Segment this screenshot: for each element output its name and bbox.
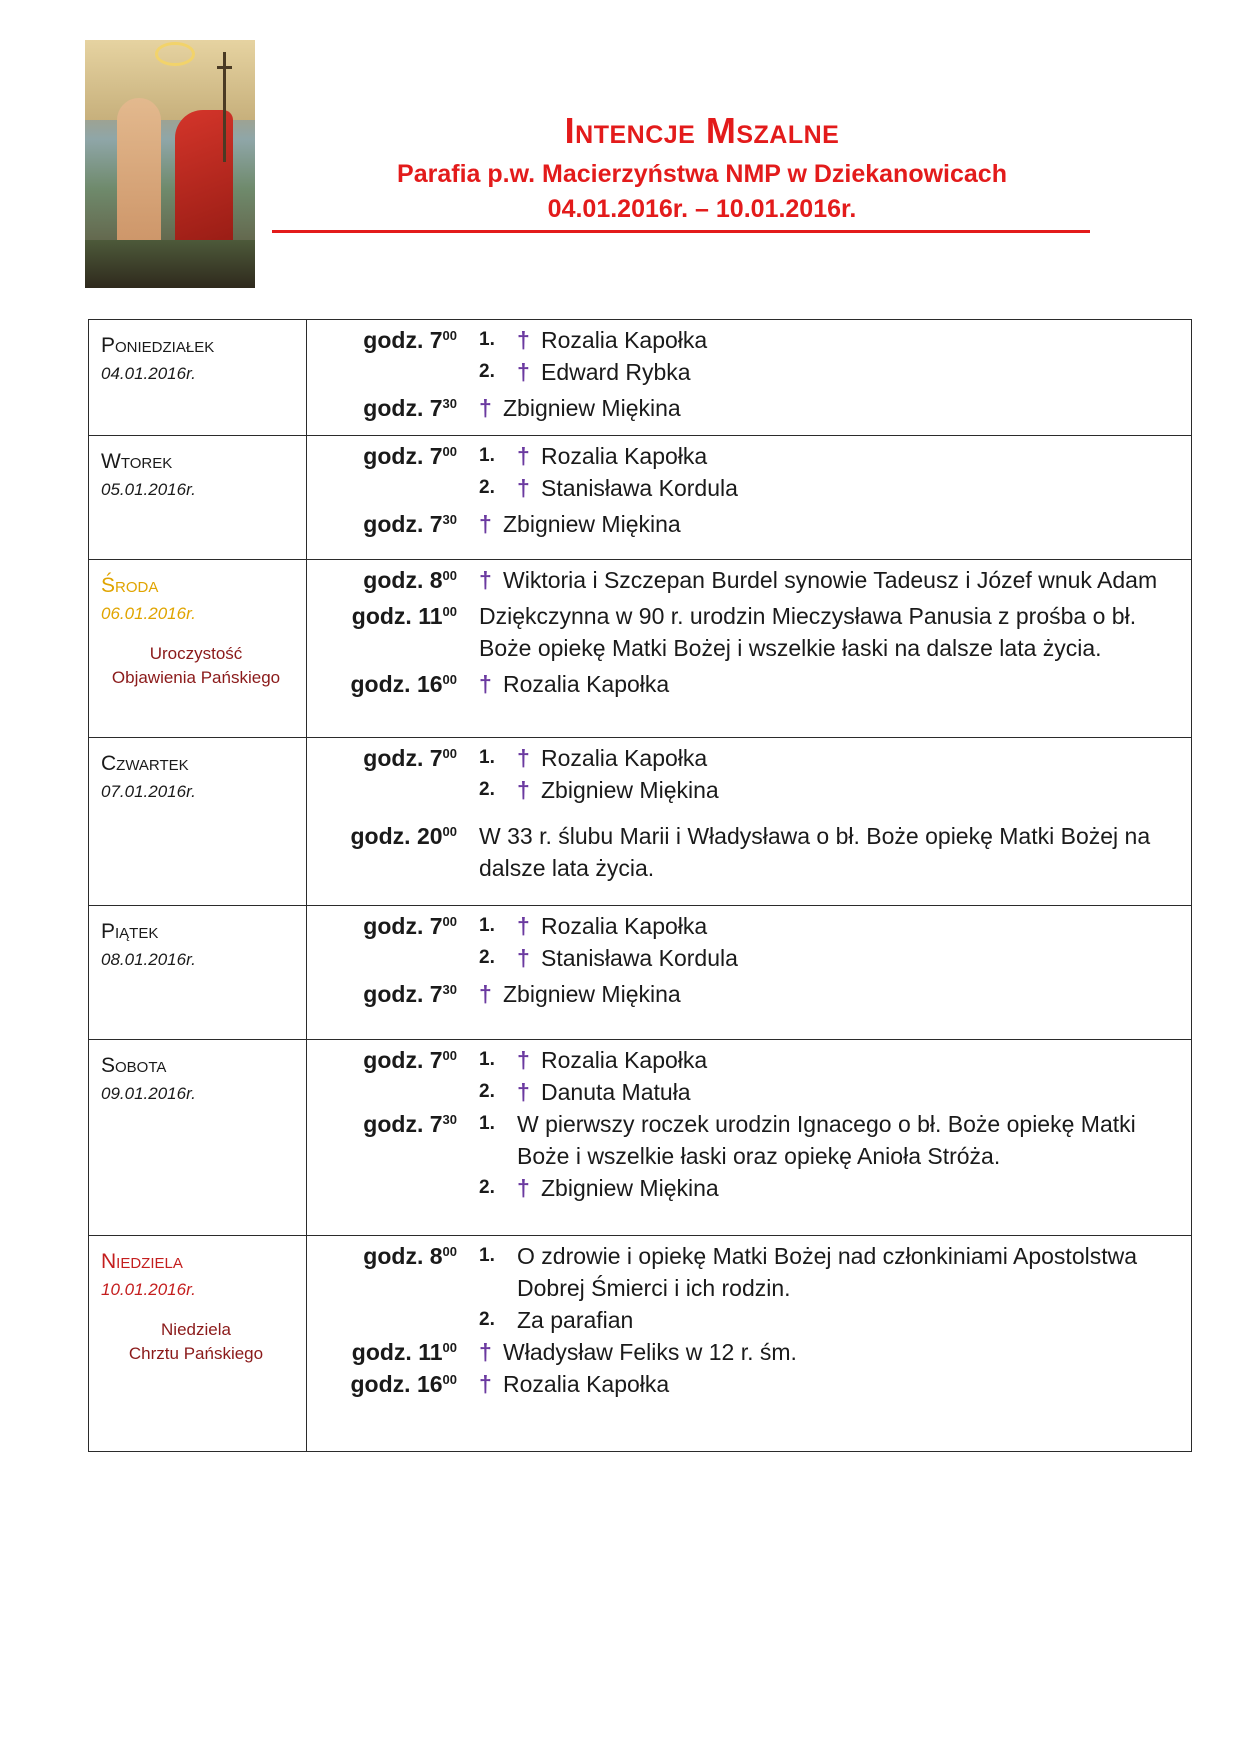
day-cell [89, 1236, 307, 1452]
mass-minutes: 00 [442, 1244, 457, 1259]
intention-item [479, 1172, 1181, 1204]
intention-list [465, 978, 1191, 1010]
day-name: Czwartek [101, 752, 189, 775]
godz-label: godz. [363, 327, 424, 353]
intention-list [465, 742, 1191, 806]
intention-item [479, 978, 1181, 1010]
intention-item [479, 910, 1181, 942]
mass-minutes: 00 [442, 1372, 457, 1387]
painting-ground [85, 240, 255, 288]
mass-time [307, 1368, 465, 1400]
day-date: 07.01.2016r. [101, 782, 196, 801]
intention-item [479, 1076, 1181, 1108]
day-cell [89, 320, 307, 436]
day-name: Poniedziałek [101, 334, 215, 357]
godz-label: godz. [363, 981, 424, 1007]
mass-entry [307, 668, 1191, 700]
mass-minutes: 30 [442, 512, 457, 527]
mass-entry [307, 324, 1191, 388]
intention-item [479, 1108, 1181, 1172]
dagger-icon: † [479, 511, 492, 537]
intention-item [479, 1368, 1181, 1400]
intention-item [479, 324, 1181, 356]
day-date: 06.01.2016r. [101, 604, 196, 623]
feast-line: Uroczystość [149, 644, 243, 663]
intention-item [479, 1336, 1181, 1368]
mass-hour: 7 [429, 745, 443, 771]
halo-icon [155, 42, 195, 66]
intention-text: Rozalia Kapołka [541, 1047, 708, 1073]
intention-item [479, 600, 1181, 664]
intention-item [479, 472, 1181, 504]
day-cell [89, 1040, 307, 1236]
masses-cell [307, 1040, 1192, 1236]
day-cell [89, 560, 307, 738]
mass-minutes: 00 [442, 1340, 457, 1355]
mass-time [307, 600, 465, 664]
intention-list [465, 668, 1191, 700]
intention-number: 2. [479, 1081, 495, 1102]
mass-time [307, 978, 465, 1010]
mass-hour: 7 [429, 1111, 443, 1137]
mass-time [307, 392, 465, 424]
intention-item [479, 1304, 1181, 1336]
intention-list [465, 1108, 1191, 1204]
mass-schedule-table [88, 319, 1192, 1452]
day-row [89, 738, 1192, 906]
intention-text: Danuta Matuła [541, 1079, 691, 1105]
mass-entry [307, 1108, 1191, 1204]
intention-number: 1. [479, 747, 495, 768]
intention-item [479, 742, 1181, 774]
intention-list [465, 564, 1191, 596]
mass-entry [307, 600, 1191, 664]
intention-list [465, 910, 1191, 974]
intention-item [479, 392, 1181, 424]
feast-label [101, 642, 291, 690]
godz-label: godz. [363, 1111, 424, 1137]
day-name: Wtorek [101, 450, 173, 473]
intention-text: Zbigniew Miękina [541, 777, 719, 803]
intention-text: Zbigniew Miękina [503, 395, 681, 421]
mass-entry [307, 910, 1191, 974]
mass-hour: 11 [418, 603, 443, 629]
intention-number: 1. [479, 329, 495, 350]
day-name: Środa [101, 574, 159, 597]
mass-hour: 8 [429, 567, 443, 593]
godz-label: godz. [363, 567, 424, 593]
masses-cell [307, 560, 1192, 738]
mass-time [307, 1044, 465, 1108]
intention-list [465, 820, 1191, 884]
mass-minutes: 00 [442, 914, 457, 929]
masses-cell [307, 1236, 1192, 1452]
intention-number: 1. [479, 445, 495, 466]
intention-text: Rozalia Kapołka [541, 745, 708, 771]
mass-hour: 7 [429, 511, 443, 537]
mass-time [307, 910, 465, 974]
day-row [89, 1040, 1192, 1236]
mass-hour: 7 [429, 1047, 443, 1073]
intention-list [465, 600, 1191, 664]
dagger-icon: † [517, 1175, 530, 1201]
mass-hour: 7 [429, 327, 443, 353]
feast-line: Niedziela [161, 1320, 231, 1339]
mass-hour: 7 [429, 395, 443, 421]
day-row [89, 1236, 1192, 1452]
mass-entry [307, 1336, 1191, 1368]
masses-cell [307, 320, 1192, 436]
mass-time [307, 742, 465, 806]
intention-text: Rozalia Kapołka [503, 671, 670, 697]
mass-time [307, 820, 465, 884]
intention-list [465, 392, 1191, 424]
mass-hour: 16 [416, 671, 443, 697]
day-cell [89, 906, 307, 1040]
day-row [89, 906, 1192, 1040]
schedule-body [89, 320, 1192, 1452]
intention-text: W pierwszy roczek urodzin Ignacego o bł. Boże opiekę Matki Boże i wszelkie łaski oraz opiekę Anioła Stróża. [517, 1111, 1136, 1169]
godz-label: godz. [351, 603, 412, 629]
dagger-icon: † [517, 745, 530, 771]
dagger-icon: † [517, 1079, 530, 1105]
intention-item [479, 668, 1181, 700]
mass-entry [307, 1240, 1191, 1336]
godz-label: godz. [363, 395, 424, 421]
mass-hour: 8 [429, 1243, 443, 1269]
parish-name: Parafia p.w. Macierzyństwa NMP w Dziekanowicach [397, 160, 1007, 188]
masses-cell [307, 906, 1192, 1040]
intention-item [479, 1044, 1181, 1076]
title-divider [272, 230, 1090, 233]
intention-item [479, 508, 1181, 540]
intention-list [465, 440, 1191, 504]
dagger-icon: † [517, 777, 530, 803]
dagger-icon: † [517, 359, 530, 385]
intention-list [465, 1044, 1191, 1108]
intention-list [465, 1240, 1191, 1336]
intention-text: Zbigniew Miękina [503, 981, 681, 1007]
dagger-icon: † [517, 1047, 530, 1073]
godz-label: godz. [350, 1371, 411, 1397]
mass-minutes: 30 [442, 396, 457, 411]
intention-list [465, 1368, 1191, 1400]
godz-label: godz. [351, 1339, 412, 1365]
dagger-icon: † [479, 395, 492, 421]
dagger-icon: † [479, 671, 492, 697]
mass-entry [307, 978, 1191, 1010]
feast-line: Objawienia Pańskiego [111, 668, 281, 687]
intention-text: Rozalia Kapołka [541, 443, 708, 469]
mass-time [307, 1108, 465, 1204]
intention-item [479, 564, 1181, 596]
intention-list [465, 1336, 1191, 1368]
dagger-icon: † [479, 1339, 492, 1365]
dagger-icon: † [479, 1371, 492, 1397]
intention-text: Zbigniew Miękina [541, 1175, 719, 1201]
intention-number: 1. [479, 1245, 495, 1266]
dagger-icon: † [479, 567, 492, 593]
masses-cell [307, 738, 1192, 906]
mass-minutes: 00 [442, 672, 457, 687]
mass-hour: 7 [429, 981, 443, 1007]
day-row [89, 436, 1192, 560]
intention-item [479, 356, 1181, 388]
mass-time [307, 440, 465, 504]
intention-item [479, 440, 1181, 472]
godz-label: godz. [350, 671, 411, 697]
mass-entry [307, 1368, 1191, 1400]
mass-entry [307, 440, 1191, 504]
dagger-icon: † [517, 327, 530, 353]
intention-number: 2. [479, 1309, 495, 1330]
dagger-icon: † [479, 981, 492, 1007]
intention-item [479, 820, 1181, 884]
intention-text: Rozalia Kapołka [541, 327, 708, 353]
intention-list [465, 324, 1191, 388]
mass-time [307, 1336, 465, 1368]
day-name: Niedziela [101, 1250, 183, 1273]
intention-text: Władysław Feliks w 12 r. śm. [503, 1339, 797, 1365]
mass-minutes: 00 [442, 604, 457, 619]
mass-hour: 7 [429, 913, 443, 939]
intention-text: Edward Rybka [541, 359, 691, 385]
mass-minutes: 00 [442, 568, 457, 583]
mass-hour: 7 [429, 443, 443, 469]
godz-label: godz. [363, 1047, 424, 1073]
dagger-icon: † [517, 475, 530, 501]
intention-number: 2. [479, 947, 495, 968]
day-date: 04.01.2016r. [101, 364, 196, 383]
intention-text: Rozalia Kapołka [541, 913, 708, 939]
feast-label [101, 1318, 291, 1366]
mass-entry [307, 564, 1191, 596]
mass-minutes: 00 [442, 824, 457, 839]
page-title: Intencje Mszalne [564, 110, 840, 151]
day-row [89, 560, 1192, 738]
mass-entry [307, 742, 1191, 806]
godz-label: godz. [363, 1243, 424, 1269]
date-range: 04.01.2016r. – 10.01.2016r. [547, 195, 857, 223]
intention-text: O zdrowie i opiekę Matki Bożej nad członkiniami Apostolstwa Dobrej Śmierci i ich rodzin. [517, 1243, 1138, 1301]
mass-time [307, 1240, 465, 1336]
day-name: Sobota [101, 1054, 167, 1077]
mass-entry [307, 820, 1191, 884]
intention-text: Wiktoria i Szczepan Burdel synowie Tadeusz i Józef wnuk Adam [503, 567, 1158, 593]
day-cell [89, 436, 307, 560]
feast-line: Chrztu Pańskiego [128, 1344, 264, 1363]
day-date: 05.01.2016r. [101, 480, 196, 499]
godz-label: godz. [363, 443, 424, 469]
intention-item [479, 942, 1181, 974]
intention-text: Stanisława Kordula [541, 475, 738, 501]
intention-text: Zbigniew Miękina [503, 511, 681, 537]
mass-time [307, 668, 465, 700]
mass-time [307, 324, 465, 388]
dagger-icon: † [517, 913, 530, 939]
mass-minutes: 00 [442, 328, 457, 343]
mass-minutes: 00 [442, 1048, 457, 1063]
baptism-painting [85, 40, 255, 288]
masses-cell [307, 436, 1192, 560]
intention-text: W 33 r. ślubu Marii i Władysława o bł. Boże opiekę Matki Bożej na dalsze lata życia. [479, 823, 1151, 881]
intention-text: Za parafian [517, 1307, 634, 1333]
mass-time [307, 508, 465, 540]
mass-entry [307, 508, 1191, 540]
intention-item [479, 1240, 1181, 1304]
cross-icon [223, 52, 226, 162]
intention-number: 1. [479, 1113, 495, 1134]
mass-hour: 11 [418, 1339, 443, 1365]
day-date: 10.01.2016r. [101, 1280, 196, 1299]
mass-hour: 16 [416, 1371, 443, 1397]
intention-text: Stanisława Kordula [541, 945, 738, 971]
day-date: 09.01.2016r. [101, 1084, 196, 1103]
day-name: Piątek [101, 920, 159, 943]
day-row [89, 320, 1192, 436]
godz-label: godz. [363, 913, 424, 939]
godz-label: godz. [363, 511, 424, 537]
intention-list [465, 508, 1191, 540]
mass-minutes: 00 [442, 746, 457, 761]
intention-text: Dziękczynna w 90 r. urodzin Mieczysława Panusia z prośba o bł. Boże opiekę Matki Bożej i wszelkie łaski na dalsze lata życia. [479, 603, 1137, 661]
day-date: 08.01.2016r. [101, 950, 196, 969]
intention-item [479, 774, 1181, 806]
dagger-icon: † [517, 443, 530, 469]
godz-label: godz. [350, 823, 411, 849]
mass-time [307, 564, 465, 596]
intention-text: Rozalia Kapołka [503, 1371, 670, 1397]
godz-label: godz. [363, 745, 424, 771]
mass-minutes: 30 [442, 982, 457, 997]
intention-number: 1. [479, 915, 495, 936]
mass-entry [307, 1044, 1191, 1108]
mass-hour: 20 [416, 823, 443, 849]
day-cell [89, 738, 307, 906]
mass-minutes: 30 [442, 1112, 457, 1127]
mass-entry [307, 392, 1191, 424]
intention-number: 2. [479, 779, 495, 800]
intention-number: 2. [479, 1177, 495, 1198]
mass-minutes: 00 [442, 444, 457, 459]
intention-number: 1. [479, 1049, 495, 1070]
dagger-icon: † [517, 945, 530, 971]
intention-number: 2. [479, 477, 495, 498]
intention-number: 2. [479, 361, 495, 382]
